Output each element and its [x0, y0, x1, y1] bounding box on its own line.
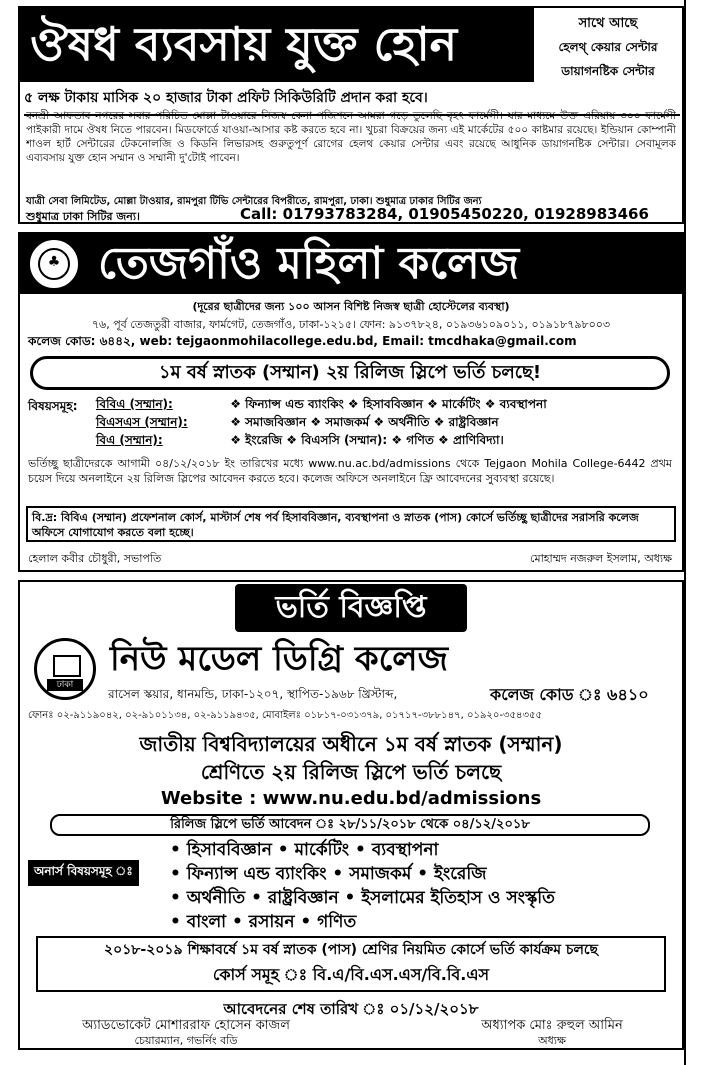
hostel-note: (দূরের ছাত্রীদের জন্য ১০০ আসন বিশিষ্ট নিজস্ব ছাত্রী হোস্টেলের ব্যবস্থা) [192, 300, 510, 313]
tejgaon-admission-banner [30, 356, 670, 390]
release-dates [50, 814, 650, 836]
chairman-block [36, 1018, 336, 1048]
honours-label: অনার্স বিষয়সমূহ ঃ [28, 860, 139, 886]
nu-headline-2: শ্রেণিতে ২য় রিলিজ স্লিপে ভর্তি চলছে [200, 760, 502, 784]
tejgaon-principal: মোহাম্মদ নজরুল ইসলাম, অধ্যক্ষ [530, 552, 672, 565]
tejgaon-title: তেজগাঁও মহিলা কলেজ [98, 238, 520, 289]
release-dates-text: রিলিজ স্লিপে ভর্তি আবেদন ঃ ২৮/১১/২০১৮ থেকে ০৪/১২/২০১৮ [170, 817, 530, 832]
pharmacy-headline-banner [20, 8, 682, 82]
honours-row: • অর্থনীতি • রাষ্ট্রবিজ্ঞান • ইসলামের ইতিহাস ও সংস্কৃতি [170, 888, 555, 908]
subject-group: বিএসএস (সম্মান): [96, 415, 188, 429]
principal-name: অধ্যাপক মোঃ রুহুল আমিন [481, 1018, 623, 1033]
nb-box [26, 506, 676, 542]
subjects-row [96, 432, 680, 450]
call-numbers: Call: 01793783284, 01905450220, 01928983466 [240, 205, 649, 223]
tejgaon-college-ad [18, 232, 684, 572]
new-model-phones: ফোনঃ ০২-৯১১৯০৪২, ০২-৯১০১১৩৪, ০২-৯১১৯৪৩৫, মোবাইলঃ ০১৮১৭-০৩১৩৭৯, ০১৭১৭-৩৮৮১৪৭, ০১৯২০-৩৫৪৩৫৫ [28, 710, 543, 721]
city-only-note: শুধুমাত্র ঢাকা সিটির জন্য। [26, 210, 140, 223]
pharmacy-headline: ঔষধ ব্যবসায় যুক্ত হোন [30, 17, 458, 71]
pass-course-box [36, 936, 666, 992]
code-web-email: কলেজ কোড: ৬৪৪২, web: tejgaonmohilacollege.edu.bd, Email: tmcdhaka@gmail.com [28, 334, 577, 348]
new-model-college-ad [18, 580, 684, 1050]
subjects-table [96, 396, 680, 450]
new-model-address: রাসেল স্কয়ার, ধানমন্ডি, ঢাকা-১২০৭, স্থাপিত-১৯৬৮ খ্রিস্টাব্দ, [108, 687, 398, 701]
tejgaon-address: ৭৬, পূর্ব তেজতুরী বাজার, ফার্মগেট, তেজগাঁও, ঢাকা-১২১৫। ফোন: ৯১৩৭৮২৪, ০১৯৩৬১০৯০১১, ০১৯১৮৭৯৮০০৩ [91, 318, 611, 331]
nu-website: Website : www.nu.edu.bd/admissions [160, 788, 542, 809]
side-line: ডায়াগনষ্টিক সেন্টার [561, 64, 655, 78]
tejgaon-title-banner [20, 234, 682, 294]
subject-items: ❖ সমাজবিজ্ঞান ❖ সমাজকর্ম ❖ অর্থনীতি ❖ রাষ্ট্রবিজ্ঞান [230, 415, 499, 429]
pharmacy-side-box [534, 8, 682, 82]
new-model-logo [34, 638, 96, 700]
subject-items: ❖ ইংরেজি ❖ বিএসসি (সম্মান): ❖ গণিত ❖ প্রাণিবিদ্যা। [230, 433, 504, 447]
admission-note: ভর্তিচ্ছু ছাত্রীদেরকে আগামী ০৪/১২/২০১৮ ইং তারিখের মধ্যে www.nu.ac.bd/admissions থেকে Tejgaon Mohila College-6442 প্রথম চয়েস দিয়ে অনলাইনে ২য় রিলিজ স্লিপের আবেদন করতে হবে। কলেজ অফিসে অনলাইনে ফ্রি আবেদনের সুব্যবস্থা রয়েছে। [28, 457, 672, 485]
admission-notice-title: ভর্তি বিজ্ঞপ্তি [235, 584, 466, 632]
pass-course-line-1: ২০১৮-২০১৯ শিক্ষাবর্ষে ১ম বর্ষ স্নাতক (পাস) শ্রেণির নিয়মিত কোর্সে ভর্তি কার্যক্রম চলছে [104, 942, 598, 958]
new-model-college-name: নিউ মডেল ডিগ্রি কলেজ [110, 639, 449, 679]
principal-block [432, 1018, 672, 1048]
logo-lamp-icon: ♣ [47, 254, 61, 270]
subject-group: বিএ (সম্মান): [96, 433, 163, 447]
logo-book-icon [53, 655, 81, 677]
deadline: আবেদনের শেষ তারিখ ঃ ০১/১২/২০১৮ [223, 1000, 479, 1018]
logo-dhaka-band: ঢাকা [47, 679, 83, 691]
tejgaon-logo [28, 238, 80, 290]
nb-text: বি.দ্র: বিবিএ (সম্মান) প্রফেশনাল কোর্স, মাস্টার্স শেষ পর্ব হিসাববিজ্ঞান, ব্যবস্থাপনা ও স্নাতক (পাস) কোর্সে ভর্তিচ্ছু ছাত্রীদের সরাসরি কলেজ অফিসে যোগাযোগ করতে বলা হচ্ছে। [32, 511, 639, 539]
adjacent-column-edge [684, 0, 708, 1065]
pharmacy-business-ad [18, 6, 684, 224]
honours-subjects [170, 838, 555, 934]
pass-course-line-2: কোর্স সমূহ ঃ বি.এ/বি.এস.এস/বি.বি.এস [212, 965, 490, 984]
honours-row: • ফিন্যান্স এন্ড ব্যাংকিং • সমাজকর্ম • ইংরেজি [170, 864, 487, 884]
honours-row: • বাংলা • রসায়ন • গণিত [170, 912, 357, 932]
admission-notice-header [20, 584, 682, 632]
honours-row: • হিসাববিজ্ঞান • মার্কেটিং • ব্যবস্থাপনা [170, 840, 439, 860]
subjects-row [96, 396, 680, 414]
principal-title: অধ্যক্ষ [538, 1034, 566, 1047]
college-code: কলেজ কোড ঃ ৬৪১০ [490, 685, 649, 704]
chairman-title: চেয়ারম্যান, গভর্নিং বডি [134, 1034, 238, 1047]
side-line: সাথে আছে [578, 16, 638, 31]
tejgaon-president: হেলাল কবীর চৌধুরী, সভাপতি [28, 552, 162, 565]
side-line: হেলথ্ কেয়ার সেন্টার [558, 40, 658, 54]
subjects-label: বিষয়সমূহ: [28, 399, 78, 413]
pharmacy-address: যাত্রী সেবা লিমিটেড, মোল্লা টাওয়ার, রামপুরা টিভি সেন্টারের বিপরীতে, রামপুরা, ঢাকা। শুধুমাত্র ঢাকার সিটির জন্য [26, 196, 482, 207]
nu-headline-1: জাতীয় বিশ্ববিদ্যালয়ের অধীনে ১ম বর্ষ স্নাতক (সম্মান) [139, 732, 563, 756]
subject-group: বিবিএ (সম্মান): [96, 397, 173, 411]
chairman-name: অ্যাডভোকেট মোশাররাফ হোসেন কাজল [82, 1018, 290, 1033]
admission-banner-text: ১ম বর্ষ স্নাতক (সম্মান) ২য় রিলিজ স্লিপে ভর্তি চলছে! [158, 362, 542, 383]
subjects-row [96, 414, 680, 432]
pharmacy-body-text: বনশ্রী আফতাব নগরের সবার পরিচিত মোল্লা টাওয়ারে নিজস্ব কেনা পজিশনে আমরা গড়ে তুলেছি বৃহৎ ফার্মেসী। যার মাধ্যমে উক্ত এরিয়ায় ৩০০ ফার্মেসী পাইকারী দামে ঔষধ নিতে পারবেন। মিডফোর্ডে যাওয়া-আসার কষ্ট করতে হবে না। খুচরা বিক্রয়ের জন্য এই মার্কেটের ৫০০ কাষ্টমার রয়েছে। ইন্ডিয়ান কোম্পানী শাওল হার্ট সেন্টারের টেকনোলজি ও কিডনি লিভারসহ গুরুতুপূর্ণ রোগের হেলথ কেয়ার সেন্টার এবং রয়েছে আধুনিক ডায়াগনষ্টিক সেন্টার। সেবামূলক এব্যবসায় যুক্ত হোন সম্মান ও সম্মানী দু'টোই পাবেন। [26, 110, 676, 164]
subject-items: ❖ ফিন্যান্স এন্ড ব্যাংকিং ❖ হিসাববিজ্ঞান ❖ মার্কেটিং ❖ ব্যবস্থাপনা [230, 397, 547, 411]
profit-line: ৫ লক্ষ টাকায় মাসিক ২০ হাজার টাকা প্রফিট সিকিউরিটি প্রদান করা হবে। [24, 86, 680, 116]
